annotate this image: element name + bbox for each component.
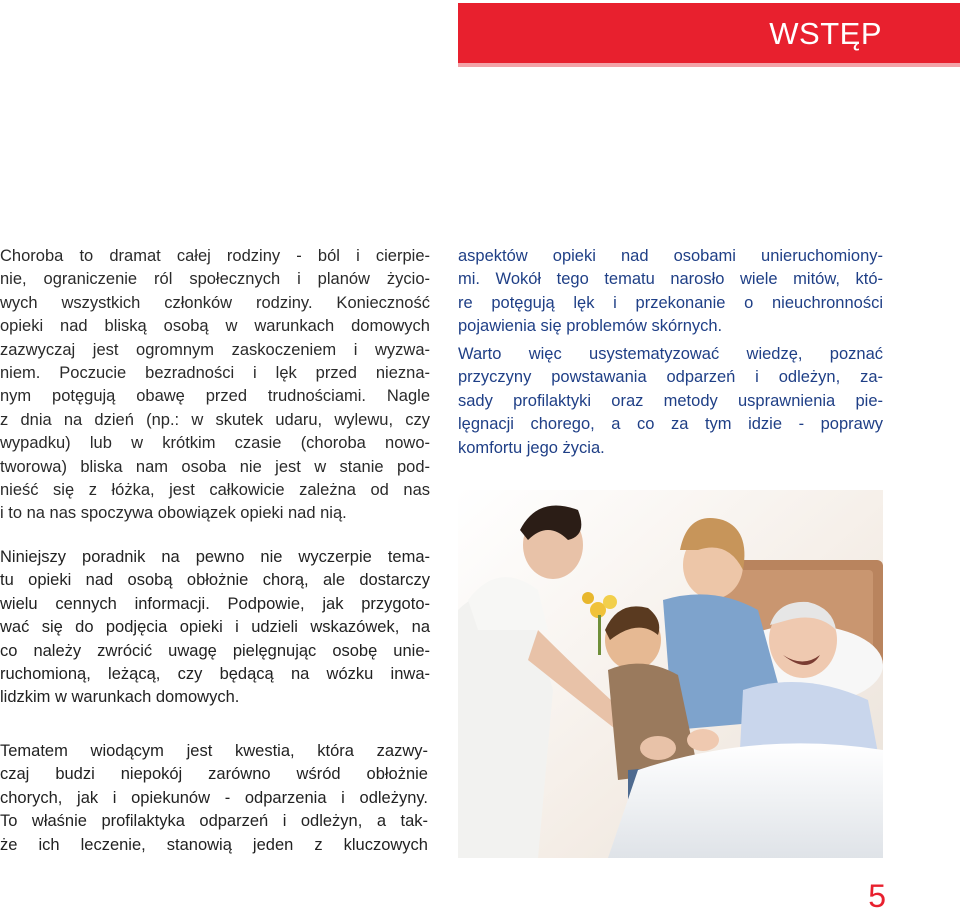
- text-line: co należy zwrócić uwagę pielęgnując osobę unie-: [0, 641, 430, 660]
- paragraph-guide: [0, 546, 430, 710]
- section-title: WSTĘP: [769, 16, 882, 51]
- text-line: chorych, jak i opiekunów - odparzenia i odleżyny.: [0, 788, 428, 807]
- text-line: czaj budzi niepokój zarówno wśród obłożnie: [0, 765, 428, 784]
- paragraph-continuation: [458, 245, 883, 339]
- text-line: pojawienia się problemów skórnych.: [458, 317, 723, 336]
- paragraph-conclusion: [458, 343, 883, 460]
- text-line: lęgnacji chorego, a co za tym idzie - poprawy: [458, 415, 883, 434]
- text-line: wać się do podjęcia opieki i udzieli wskazówek, na: [0, 618, 430, 637]
- text-line: To właśnie profilaktyka odparzeń i odleżyn, a tak-: [0, 812, 428, 831]
- text-line: nym potęgują obawę przed trudnościami. Nagle: [0, 387, 430, 406]
- text-line: i to na nas spoczywa obowiązek opieki nad nią.: [0, 504, 347, 523]
- text-line: aspektów opieki nad osobami unieruchomiony-: [458, 247, 883, 265]
- header-band: [458, 3, 960, 63]
- text-line: zazwyczaj jest ogromnym zaskoczeniem i wyzwa-: [0, 340, 430, 359]
- family-care-photo: [458, 490, 883, 858]
- text-line: wielu cennych informacji. Podpowie, jak przygoto-: [0, 594, 430, 613]
- text-line: przyczyny powstawania odparzeń i odleżyn, za-: [458, 368, 883, 387]
- text-line: sady profilaktyki oraz metody usprawnienia pie-: [458, 391, 883, 410]
- text-line: Niniejszy poradnik na pewno nie wyczerpie tema-: [0, 548, 430, 566]
- text-line: nie, ograniczenie ról społecznych i planów życio-: [0, 270, 430, 289]
- text-line: mi. Wokół tego tematu narosło wiele mitów, któ-: [458, 270, 883, 289]
- paragraph-intro: [0, 245, 430, 526]
- text-line: niem. Poczucie bezradności i lęk przed niezna-: [0, 364, 430, 383]
- text-line: z dnia na dzień (np.: w skutek udaru, wylewu, czy: [0, 410, 430, 429]
- text-line: opieki nad bliską osobą w warunkach domowych: [0, 317, 430, 336]
- text-line: Warto więc usystematyzować wiedzę, poznać: [458, 345, 883, 363]
- paragraph-topic: [0, 740, 428, 857]
- text-line: komfortu jego życia.: [458, 438, 605, 457]
- text-line: Choroba to dramat całej rodziny - ból i cierpie-: [0, 247, 430, 265]
- text-line: lidzkim w warunkach domowych.: [0, 688, 240, 707]
- text-line: ruchomioną, leżącą, czy będącą na wózku inwa-: [0, 665, 430, 684]
- text-line: wych wszystkich członków rodziny. Konieczność: [0, 293, 430, 312]
- text-line: że ich leczenie, stanowią jeden z kluczowych: [0, 835, 428, 854]
- text-line: tu opieki nad osobą obłożnie chorą, ale dostarczy: [0, 571, 430, 590]
- text-line: tworowa) bliska nam osoba nie jest w stanie pod-: [0, 457, 430, 476]
- text-line: re potęgują lęk i przekonanie o nieuchronności: [458, 293, 883, 312]
- page-number: 5: [868, 878, 886, 914]
- text-line: wypadku) lub w krótkim czasie (choroba nowo-: [0, 434, 430, 453]
- text-line: Tematem wiodącym jest kwestia, która zazwy-: [0, 742, 428, 760]
- text-line: nieść się z łóżka, jest całkowicie zależna od nas: [0, 481, 430, 500]
